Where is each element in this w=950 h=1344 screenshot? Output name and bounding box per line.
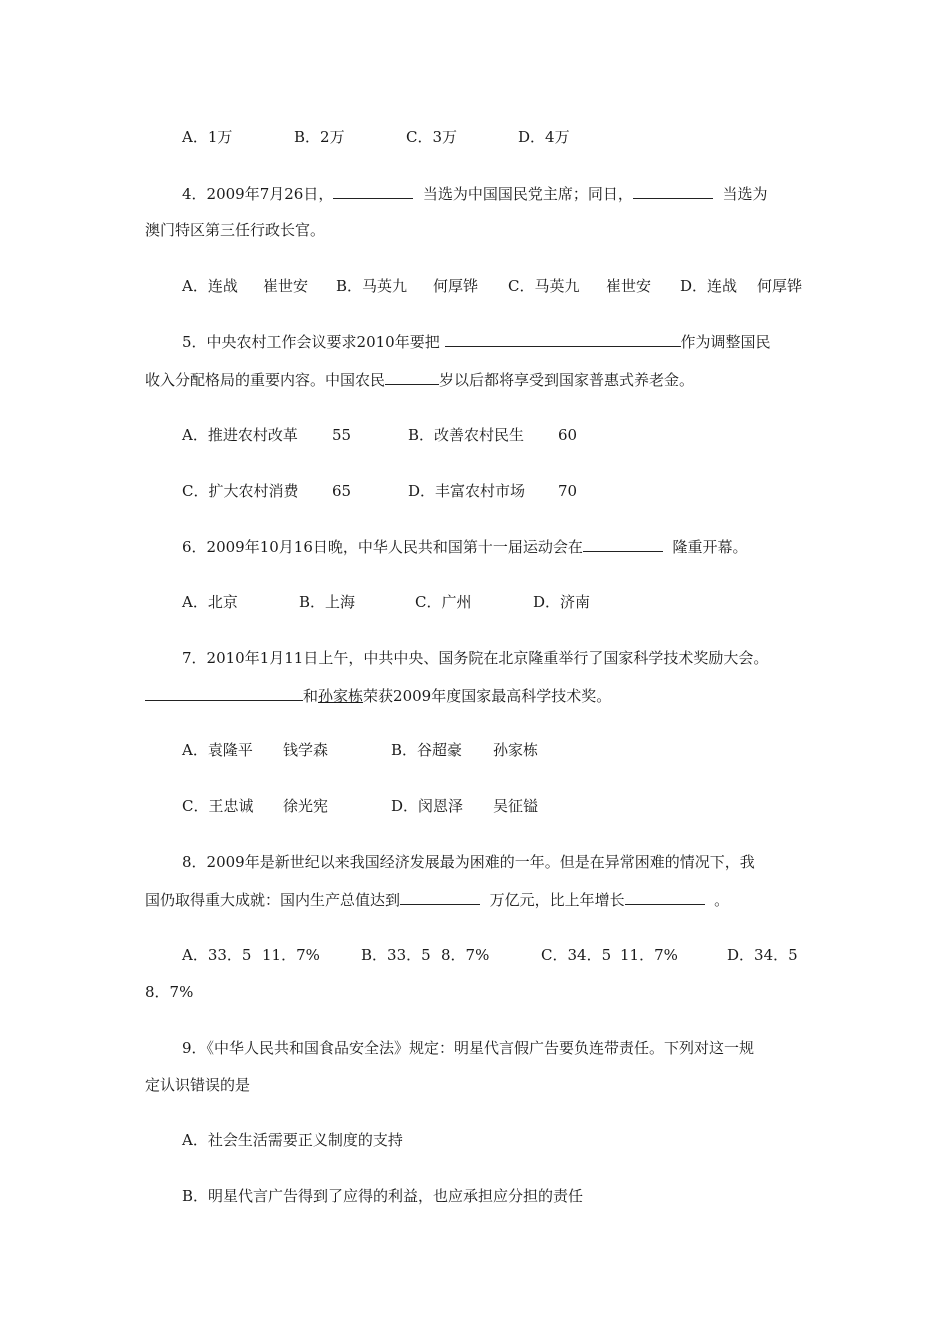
answer-blank [145,685,303,701]
question-9-stem-line-1: 9．《中华人民共和国食品安全法》规定：明星代言假广告要负连带责任。下列对这一规 [182,1039,755,1057]
option-a: A．北京 [182,593,238,611]
answer-blank [385,369,439,385]
option-c: C．34．5 [541,946,612,964]
option-d: D．闵恩泽 [391,797,464,815]
option-a: A．推进农村改革 [182,426,298,444]
answer-blank [333,183,413,199]
option-a-name-2: 崔世安 [263,277,309,295]
option-d-value: 70 [558,482,578,500]
option-d-name-2: 何厚铧 [757,277,803,295]
answer-blank [400,889,480,905]
stem-text: 岁以后都将享受到国家普惠式养老金。 [439,371,695,389]
question-8-stem-line-1: 8．2009年是新世纪以来我国经济发展最为困难的一年。但是在异常困难的情况下，我 [182,853,755,871]
option-b: B．谷超豪 [391,741,463,759]
option-b: B．明星代言广告得到了应得的利益，也应承担应分担的责任 [182,1187,584,1205]
option-d: D．济南 [533,593,591,611]
answer-blank [633,183,713,199]
option-b: B．上海 [299,593,356,611]
option-c: C．王忠诚 [182,797,254,815]
option-d-value-2: 8．7% [145,983,194,1001]
option-a-name-2: 钱学森 [283,741,329,759]
option-c: C．广州 [415,593,472,611]
option-d: D．连战 [680,277,738,295]
option-a: A．社会生活需要正义制度的支持 [182,1131,403,1149]
option-b-name-2: 孙家栋 [493,741,539,759]
question-9-stem-line-2: 定认识错误的是 [145,1076,251,1094]
stem-text: 4．2009年7月26日， [182,185,334,203]
stem-text: 作为调整国民 [680,333,771,351]
option-c-name-2: 崔世安 [606,277,652,295]
stem-text: 隆重开幕。 [672,538,748,556]
option-a: A．1万 [182,128,233,146]
option-b-value-2: 8．7% [441,946,490,964]
option-b: B．33．5 [361,946,431,964]
option-d: D．34．5 [727,946,798,964]
option-b-value: 60 [558,426,578,444]
stem-text: 国仍取得重大成就：国内生产总值达到 [145,891,401,909]
stem-text: 荣获2009年度国家最高科学技术奖。 [363,687,612,705]
option-c: C．3万 [406,128,458,146]
question-4-stem-line-2: 澳门特区第三任行政长官。 [145,221,326,239]
option-b: B．马英九 [336,277,408,295]
stem-text: 5．中央农村工作会议要求2010年要把 [182,333,440,351]
option-d-name-2: 吴征镒 [493,797,539,815]
option-a-value-2: 11．7% [262,946,320,964]
stem-text: 。 [714,891,730,909]
underlined-name: 孙家栋 [318,687,364,705]
question-5-stem-line-2 [145,369,694,390]
option-d: D．4万 [518,128,570,146]
question-5-stem-line-1 [182,331,771,352]
answer-blank [583,536,663,552]
option-a-value: 55 [332,426,352,444]
stem-text: 当选为中国国民党主席；同日， [422,185,633,203]
option-a: A．33．5 [182,946,252,964]
answer-blank [445,331,681,347]
question-6-stem-line-1 [182,536,747,557]
option-c-value-2: 11．7% [620,946,678,964]
option-a: A．袁隆平 [182,741,253,759]
stem-text: 收入分配格局的重要内容。中国农民 [145,371,386,389]
stem-text: 和 [303,687,319,705]
option-b: B．改善农村民生 [408,426,525,444]
question-4-stem-line-1 [182,183,767,204]
option-a: A．连战 [182,277,238,295]
option-c-value: 65 [332,482,352,500]
question-7-stem-line-1: 7．2010年1月11日上午，中共中央、国务院在北京隆重举行了国家科学技术奖励大会。 [182,649,769,667]
stem-text: 万亿元，比上年增长 [489,891,625,909]
stem-text: 当选为 [722,185,768,203]
stem-text: 6．2009年10月16日晚，中华人民共和国第十一届运动会在 [182,538,583,556]
option-d: D．丰富农村市场 [408,482,526,500]
answer-blank [625,889,705,905]
option-c: C．马英九 [508,277,580,295]
option-b-name-2: 何厚铧 [433,277,479,295]
option-c: C．扩大农村消费 [182,482,299,500]
question-8-stem-line-2 [145,889,729,910]
option-b: B．2万 [294,128,345,146]
option-c-name-2: 徐光宪 [283,797,329,815]
question-7-stem-line-2 [145,685,611,706]
